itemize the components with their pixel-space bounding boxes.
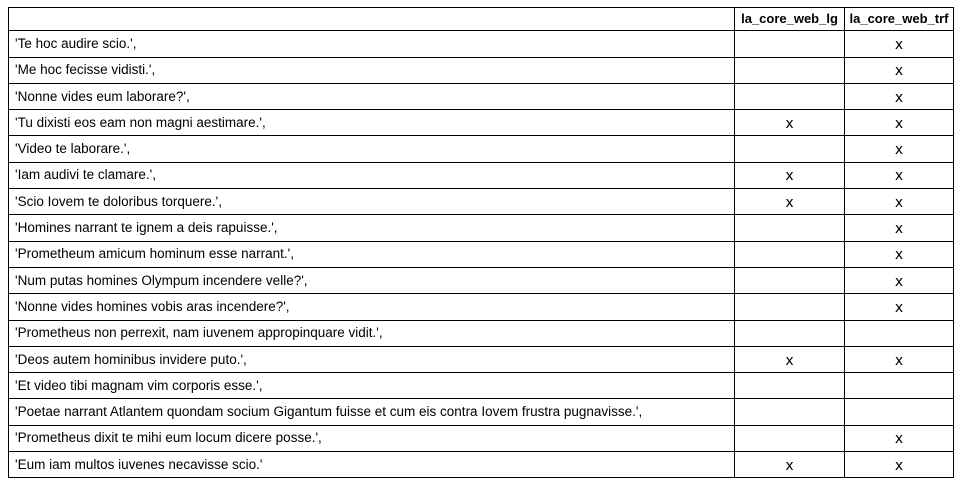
trf-mark-cell bbox=[845, 399, 954, 425]
lg-mark-cell bbox=[735, 267, 845, 293]
lg-mark-cell: x bbox=[735, 346, 845, 372]
header-sentence bbox=[9, 8, 735, 31]
lg-mark-cell bbox=[735, 425, 845, 451]
trf-mark-cell: x bbox=[845, 267, 954, 293]
lg-mark-cell bbox=[735, 373, 845, 399]
sentence-cell: 'Eum iam multos iuvenes necavisse scio.' bbox=[9, 452, 735, 478]
table-row bbox=[9, 294, 954, 320]
sentence-cell: 'Iam audivi te clamare.', bbox=[9, 162, 735, 188]
table-row bbox=[9, 110, 954, 136]
lg-mark-cell bbox=[735, 31, 845, 57]
lg-mark-cell bbox=[735, 399, 845, 425]
table-row bbox=[9, 83, 954, 109]
table-row bbox=[9, 373, 954, 399]
table-row bbox=[9, 162, 954, 188]
header-la-core-web-lg: la_core_web_lg bbox=[735, 8, 845, 31]
trf-mark-cell bbox=[845, 320, 954, 346]
lg-mark-cell: x bbox=[735, 189, 845, 215]
lg-mark-cell bbox=[735, 136, 845, 162]
trf-mark-cell: x bbox=[845, 215, 954, 241]
sentence-cell: 'Prometheum amicum hominum esse narrant.', bbox=[9, 241, 735, 267]
sentence-cell: 'Deos autem hominibus invidere puto.', bbox=[9, 346, 735, 372]
trf-mark-cell: x bbox=[845, 241, 954, 267]
results-table bbox=[8, 7, 954, 478]
lg-mark-cell: x bbox=[735, 110, 845, 136]
sentence-cell: 'Me hoc fecisse vidisti.', bbox=[9, 57, 735, 83]
table-row bbox=[9, 57, 954, 83]
table-row bbox=[9, 241, 954, 267]
trf-mark-cell: x bbox=[845, 83, 954, 109]
sentence-cell: 'Prometheus dixit te mihi eum locum dicere posse.', bbox=[9, 425, 735, 451]
trf-mark-cell: x bbox=[845, 162, 954, 188]
trf-mark-cell: x bbox=[845, 189, 954, 215]
header-row bbox=[9, 8, 954, 31]
sentence-cell: 'Nonne vides eum laborare?', bbox=[9, 83, 735, 109]
table-row bbox=[9, 425, 954, 451]
trf-mark-cell: x bbox=[845, 31, 954, 57]
table-row bbox=[9, 215, 954, 241]
trf-mark-cell: x bbox=[845, 425, 954, 451]
table-row bbox=[9, 452, 954, 478]
trf-mark-cell: x bbox=[845, 294, 954, 320]
lg-mark-cell: x bbox=[735, 162, 845, 188]
sentence-cell: 'Nonne vides homines vobis aras incendere?', bbox=[9, 294, 735, 320]
sentence-cell: 'Poetae narrant Atlantem quondam socium Gigantum fuisse et cum eis contra Iovem frustra pugnavisse.', bbox=[9, 399, 735, 425]
lg-mark-cell: x bbox=[735, 452, 845, 478]
sentence-cell: 'Et video tibi magnam vim corporis esse.', bbox=[9, 373, 735, 399]
table-row bbox=[9, 267, 954, 293]
table-row bbox=[9, 346, 954, 372]
table-row bbox=[9, 399, 954, 425]
trf-mark-cell: x bbox=[845, 346, 954, 372]
lg-mark-cell bbox=[735, 57, 845, 83]
sentence-cell: 'Num putas homines Olympum incendere velle?', bbox=[9, 267, 735, 293]
lg-mark-cell bbox=[735, 294, 845, 320]
sentence-cell: 'Homines narrant te ignem a deis rapuisse.', bbox=[9, 215, 735, 241]
sentence-cell: 'Prometheus non perrexit, nam iuvenem appropinquare vidit.', bbox=[9, 320, 735, 346]
lg-mark-cell bbox=[735, 215, 845, 241]
sentence-cell: 'Video te laborare.', bbox=[9, 136, 735, 162]
header-la-core-web-trf: la_core_web_trf bbox=[845, 8, 954, 31]
trf-mark-cell: x bbox=[845, 57, 954, 83]
sentence-cell: 'Scio Iovem te doloribus torquere.', bbox=[9, 189, 735, 215]
trf-mark-cell: x bbox=[845, 452, 954, 478]
table-row bbox=[9, 31, 954, 57]
trf-mark-cell bbox=[845, 373, 954, 399]
trf-mark-cell: x bbox=[845, 110, 954, 136]
lg-mark-cell bbox=[735, 83, 845, 109]
lg-mark-cell bbox=[735, 241, 845, 267]
table-row bbox=[9, 136, 954, 162]
table-row bbox=[9, 320, 954, 346]
trf-mark-cell: x bbox=[845, 136, 954, 162]
sentence-cell: 'Te hoc audire scio.', bbox=[9, 31, 735, 57]
lg-mark-cell bbox=[735, 320, 845, 346]
sentence-cell: 'Tu dixisti eos eam non magni aestimare.', bbox=[9, 110, 735, 136]
table-row bbox=[9, 189, 954, 215]
